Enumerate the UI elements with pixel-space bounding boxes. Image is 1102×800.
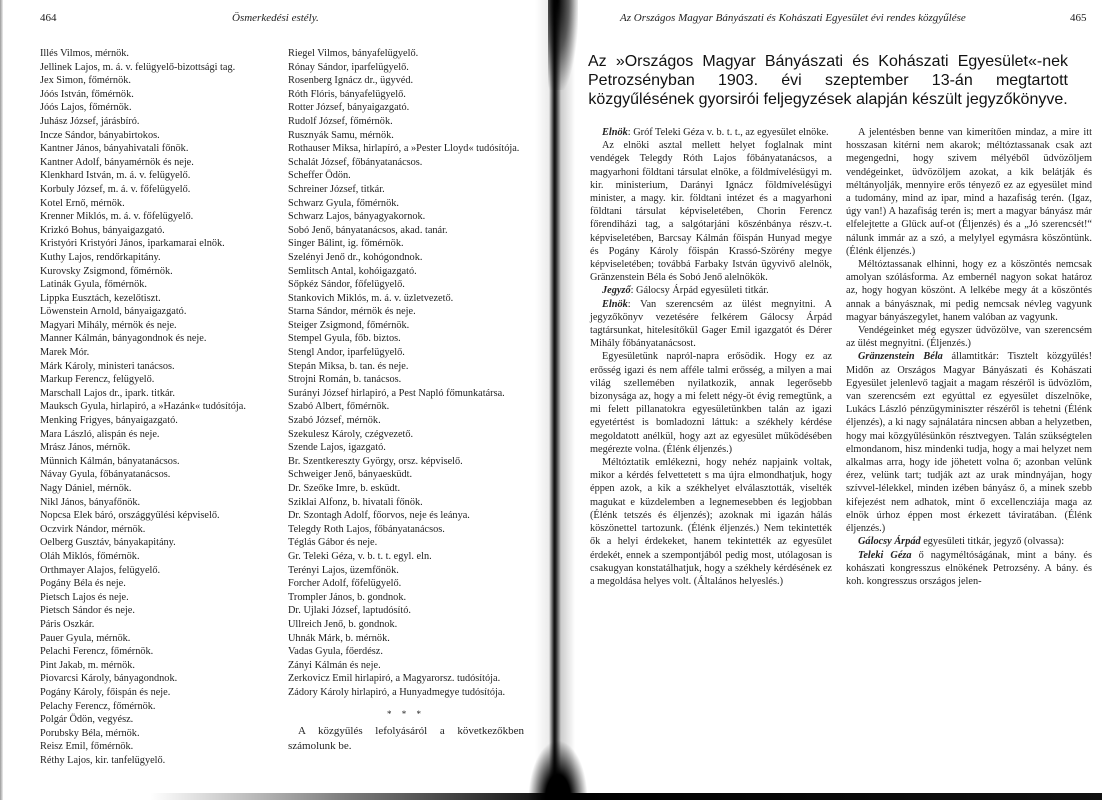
- attendee-entry: Rónay Sándor, iparfelügyelő.: [288, 61, 409, 73]
- attendee-entry: Juhász József, járásbíró.: [40, 115, 140, 127]
- attendee-entry: Magyari Mihály, mérnök és neje.: [40, 319, 177, 331]
- attendee-entry: Schalát József, főbányatanácsos.: [288, 156, 423, 168]
- attendee-entry: Pogány Károly, főispán és neje.: [40, 686, 171, 698]
- attendee-entry: Kuthy Lajos, rendőrkapitány.: [40, 251, 161, 263]
- right-running-head: Az Országos Magyar Bányászati és Kohászati Egyesület évi rendes közgyűlése: [620, 12, 966, 24]
- minutes-paragraph: [846, 258, 1092, 324]
- minutes-paragraph: [590, 456, 832, 588]
- attendee-entry: Szelényi Jenő dr., kohógondnok.: [288, 251, 423, 263]
- attendee-entry: Trompler János, b. gondnok.: [288, 591, 407, 603]
- paragraph-text: Méltóztatik emlékezni, hogy nehéz napjaink voltak, mikor a kérdés felvettetett s ma újra elmondhatjuk, hogy éppen azok, a kik a székhelyet elválasztották, viselték magukat e küzdelemben a legnemesebben és legjobban (Élénk tetszés és éljenzés); azoknak mi igazán hálás köszönettel tartozunk. (Élénk éljenzés.) Nem tekintették ők a helyi érdekeket, hanem tekintették az egyesület érdekét, ennek a szempontjából pedig most, utólagosan is csakugyan konstatálhatjuk, hogy a székhely kérdésének ez a megoldása helyes volt. (Általános helyeslés.): [590, 457, 832, 587]
- attendee-entry: Telegdy Roth Lajos, főbányatanácsos.: [288, 523, 445, 535]
- attendee-entry: Szende Lajos, igazgató.: [288, 442, 386, 454]
- attendee-entry: Kristyóri Kristyóri János, iparkamarai elnök.: [40, 238, 225, 250]
- attendee-entry: Uhnák Márk, b. mérnök.: [288, 632, 390, 644]
- attendee-entry: Kotel Ernő, mérnök.: [40, 197, 125, 209]
- attendee-column-1-wrap: [40, 47, 278, 767]
- book-gutter: [535, 0, 575, 800]
- attendee-entry: Oláh Miklós, főmérnök.: [40, 550, 140, 562]
- attendee-entry: Mauksch Gyula, hirlapiró, a »Hazánk« tudósítója.: [40, 401, 246, 413]
- attendee-entry: Piovarcsi Károly, bányagondnok.: [40, 673, 178, 685]
- attendee-entry: Sziklai Alfonz, b. hivatali főnök.: [288, 496, 423, 508]
- attendee-entry: Schreiner József, titkár.: [288, 183, 385, 195]
- minutes-column-1: [590, 126, 832, 588]
- attendee-entry: Páris Oszkár.: [40, 618, 95, 630]
- minutes-paragraph: [590, 298, 832, 351]
- attendee-entry: Gr. Teleki Géza, v. b. t. t. egyl. eln.: [288, 550, 432, 562]
- attendee-entry: Vadas Gyula, főerdész.: [288, 646, 383, 658]
- attendee-entry: Marschall Lajos dr., ipark. titkár.: [40, 387, 175, 399]
- attendee-entry: Semlitsch Antal, kohóigazgató.: [288, 265, 417, 277]
- paragraph-text: Az elnöki asztal mellett helyet foglalnak mint vendégek Telegdy Róth Lajos főbányatanácsos, a magyarhoni földtani társulat elnöke, a földmívelésügyi m. kir. ministerium, Darányi Ignácz földmívelésügyi minister, a magy. kir. földtani intézet és a magyarhoni földtani társulat képviseletében, Chorin Ferencz főrendiházi tag, a salgótarjáni kőszénbánya részv.-t. képviseletében, Barcsay Kálmán főispán Hunyad megye és Pogány Károly főispán Krassó-Szörény megye képviseletében; továbbá Farbaky István ügyvivő alelnök, Gränzenstein Béla és Sobó Jenő alelnökök.: [590, 140, 832, 284]
- attendee-entry: Menking Frigyes, bányaigazgató.: [40, 415, 178, 427]
- attendee-entry: Latinák Gyula, főmérnök.: [40, 279, 147, 291]
- attendee-entry: Mrász János, mérnök.: [40, 442, 131, 454]
- page-edge: [0, 0, 3, 800]
- left-running-head: Ösmerkedési estély.: [232, 12, 319, 24]
- right-page-number: 465: [1070, 12, 1087, 24]
- attendee-entry: Mara László, alispán és neje.: [40, 428, 160, 440]
- attendee-entry: Téglás Gábor és neje.: [288, 537, 378, 549]
- attendee-entry: Krenner Miklós, m. á. v. főfelügyelő.: [40, 211, 194, 223]
- attendee-entry: Schwarz Lajos, bányagyakornok.: [288, 211, 426, 223]
- minutes-paragraph: [846, 549, 1092, 589]
- attendee-entry: Rusznyák Samu, mérnök.: [288, 129, 394, 141]
- page-bottom-edge: [150, 793, 1102, 800]
- paragraph-text: egyesületi titkár, jegyző (olvassa):: [920, 536, 1065, 548]
- paragraph-text: államtitkár: Tisztelt közgyűlés! Midőn az Országos Magyar Bányászati és Kohászati Egyesület jelenlevő tagjait a magam részéről is üdvözlöm, van szerencsém ezt egyúttal ez egyesület díszelnöke, Lukács László pénzügyminiszter részéről is tehetni (Élénk éljenzés), a ki nagy sajnálatára nincsen abban a helyzetben, hogy mai közgyűlésünkön résztvegyen. Talán szükségtelen elmondanom, hisz mindenki tudja, hogy a mai helyzet nem alkalmas arra, hogy ide jöhetett volna ő; azonban velünk érez, velünk tart; tudják azt az urak mindnyájan, hogy szívvel-lélekkel, minden izében bányász ő, a minek szebb kifejezést nem adhatok, mint ő excellencziája maga az elnök úrhoz éppen most érkezett táviratában. (Élénk éljenzés.): [846, 351, 1092, 535]
- attendee-entry: Br. Szentkereszty György, orsz. képviselő.: [288, 455, 463, 467]
- left-page-number: 464: [40, 12, 57, 24]
- attendee-entry: Forcher Adolf, főfelügyelő.: [288, 578, 402, 590]
- attendee-entry: Návay Gyula, főbányatanácsos.: [40, 469, 171, 481]
- attendee-column-2-wrap: [288, 47, 524, 754]
- attendee-entry: Rudolf József, főmérnök.: [288, 115, 393, 127]
- paragraph-text: : Gróf Teleki Géza v. b. t. t., az egyesület elnöke.: [627, 127, 829, 138]
- attendee-entry: Dr. Szeőke Imre, b. esküdt.: [288, 483, 401, 494]
- attendee-entry: Strojni Román, b. tanácsos.: [288, 374, 402, 386]
- attendee-entry: Steiger Zsigmond, főmérnök.: [288, 319, 410, 331]
- minutes-paragraph: [590, 284, 832, 297]
- page-title: Az »Országos Magyar Bányászati és Kohászati Egyesület«-nek Petrozsényban 1903. évi szeptember 13-án megtartott közgyűlésének gyorsirói feljegyzések alapján készült jegyzőkönyve.: [588, 53, 1068, 108]
- attendee-entry: Terényi Lajos, üzemfőnök.: [288, 564, 399, 576]
- attendee-entry: Márk Károly, ministeri tanácsos.: [40, 360, 175, 372]
- paragraph-text: : Van szerencsém az ülést megnyitni. A jegyzőkönyv vezetésére felkérem Gálocsy Árpád tagtársunkat, hitelesítőkül Gager Emil igazgatót és Dérer Mihály főbányatanácsost.: [590, 298, 832, 350]
- gutter-shadow-bottom: [528, 740, 588, 800]
- minutes-paragraph: [846, 324, 1092, 350]
- attendee-entry: Scheffer Ödön.: [288, 170, 351, 182]
- attendee-entry: Pietsch Lajos és neje.: [40, 591, 129, 603]
- attendee-entry: Dr. Ujlaki József, laptudósító.: [288, 605, 411, 617]
- attendee-entry: Rotter József, bányaigazgató.: [288, 102, 410, 114]
- attendee-entry: Stankovich Miklós, m. á. v. üzletvezető.: [288, 292, 454, 304]
- attendee-entry: Pietsch Sándor és neje.: [40, 605, 135, 617]
- attendee-list-column-2: [288, 47, 524, 700]
- attendee-entry: Löwenstein Arnold, bányaigazgató.: [40, 306, 187, 318]
- speaker-name: Teleki Géza: [858, 549, 912, 561]
- attendee-entry: Stepán Miksa, b. tan. és neje.: [288, 360, 409, 372]
- attendee-entry: Jex Simon, főmérnök.: [40, 75, 131, 87]
- attendee-entry: Marek Mór.: [40, 347, 90, 359]
- attendee-entry: Lippka Eusztách, kezelőtiszt.: [40, 292, 161, 304]
- attendee-entry: Klenkhard István, m. á. v. felügyelő.: [40, 170, 191, 182]
- attendee-entry: Reisz Emil, főmérnök.: [40, 741, 134, 753]
- paragraph-text: : Gálocsy Árpád egyesületi titkár.: [630, 285, 769, 297]
- attendee-entry: Polgár Ödön, vegyész.: [40, 714, 134, 726]
- attendee-entry: Kantner János, bányahivatali főnök.: [40, 143, 189, 155]
- attendee-entry: Kurovsky Zsigmond, főmérnök.: [40, 265, 173, 277]
- minutes-paragraph: [590, 350, 832, 456]
- minutes-paragraph: [846, 535, 1092, 548]
- attendee-entry: Porubsky Béla, mérnök.: [40, 727, 140, 739]
- attendee-entry: Szabó József, mérnök.: [288, 415, 381, 427]
- attendee-entry: Orthmayer Alajos, felügyelő.: [40, 564, 161, 576]
- minutes-paragraph: [846, 126, 1092, 258]
- attendee-entry: Starna Sándor, mérnök és neje.: [288, 306, 416, 318]
- speaker-name: Gálocsy Árpád: [858, 536, 921, 548]
- section-separator: * * *: [387, 708, 425, 719]
- speaker-name: Elnök: [602, 127, 628, 138]
- attendee-entry: Stempel Gyula, főb. biztos.: [288, 333, 401, 345]
- attendee-entry: Rothauser Miksa, hirlapíró, a »Pester Lloyd« tudósítója.: [288, 143, 520, 155]
- attendee-entry: Illés Vilmos, mérnök.: [40, 48, 129, 59]
- attendee-entry: Oelberg Gusztáv, bányakapitány.: [40, 537, 176, 549]
- attendee-entry: Singer Bálint, ig. főmérnök.: [288, 238, 404, 250]
- attendee-entry: Münnich Kálmán, bányatanácsos.: [40, 455, 180, 467]
- minutes-paragraph: [846, 350, 1092, 535]
- attendee-entry: Schweiger Jenő, bányaesküdt.: [288, 469, 413, 481]
- attendee-entry: Sobó Jenő, bányatanácsos, akad. tanár.: [288, 224, 448, 236]
- attendee-entry: Jellinek Lajos, m. á. v. felügyelő-bizottsági tag.: [40, 61, 236, 73]
- attendee-entry: Zányi Kálmán és neje.: [288, 659, 381, 671]
- attendee-entry: Zerkovicz Emil hirlapiró, a Magyarorsz. tudósítója.: [288, 673, 501, 685]
- minutes-paragraph: [590, 139, 832, 284]
- attendee-entry: Sőpkéz Sándor, főfelügyelő.: [288, 279, 405, 291]
- attendee-entry: Jóós István, főmérnök.: [40, 88, 134, 100]
- attendee-entry: Ullreich Jenő, b. gondnok.: [288, 618, 398, 630]
- attendee-entry: Oczvirk Nándor, mérnök.: [40, 523, 146, 535]
- attendee-entry: Réthy Lajos, kir. tanfelügyelő.: [40, 754, 166, 766]
- attendee-entry: Schwarz Gyula, főmérnök.: [288, 197, 399, 209]
- closing-text: A közgyűlés lefolyásáról a következőkben számolunk be.: [288, 724, 524, 752]
- attendee-entry: Surányi József hirlapiró, a Pest Napló főmunkatársa.: [288, 387, 505, 399]
- attendee-entry: Róth Flóris, bányafelügyelő.: [288, 88, 406, 100]
- attendee-entry: Nopcsa Elek báró, országgyűlési képviselő.: [40, 510, 220, 522]
- attendee-entry: Riegel Vilmos, bányafelügyelő.: [288, 48, 419, 59]
- attendee-entry: Pelachi Ferencz, főmérnök.: [40, 646, 154, 658]
- speaker-name: Jegyző: [602, 285, 631, 297]
- attendee-entry: Incze Sándor, bányabirtokos.: [40, 129, 160, 141]
- attendee-entry: Szekulesz Károly, czégvezető.: [288, 428, 414, 440]
- attendee-entry: Pauer Gyula, mérnök.: [40, 632, 131, 644]
- attendee-entry: Jóós Lajos, főmérnök.: [40, 102, 132, 114]
- attendee-entry: Szabó Albert, főmérnök.: [288, 401, 390, 413]
- minutes-column-2: [846, 126, 1092, 588]
- attendee-entry: Pelachy Ferencz, főmérnök.: [40, 700, 156, 712]
- attendee-entry: Stengl Andor, iparfelügyelő.: [288, 347, 405, 359]
- attendee-entry: Markup Ferencz, felügyelő.: [40, 374, 155, 386]
- paragraph-text: Méltóztassanak elhinni, hogy ez a köszöntés nemcsak amolyan szólásforma. Az embernél nagyon sokat határoz az, hogy hogyan köszönt. A lelkébe megy át a köszöntés annak a bányásznak, mi pedig nemcsak névleg vagyunk magyar bányászegylet, hanem valóban az vagyunk.: [846, 259, 1092, 323]
- paragraph-text: A jelentésben benne van kimerítően mindaz, a mire itt hosszasan kitérni nem akarok; méltóztassanak csak azt megengedni, hogy szivem mélyéből üdvözöljem vendégeinket, üdvözöljem azokat, a kik belátják és méltányolják, mennyire erős tényező ez az egyesület mind a tudomány, mind az ipar, mind a hazafiság terén. (Igaz, úgy van!) A hazafiság terén is; mert a magyar bányász már elfelejtette a Glück auf-ot (Éljenzés) és a „Jó szerencsét!“ nálunk immár az a szó, a melylyel egymásra köszöntünk. (Élénk éljenzés.): [846, 127, 1092, 257]
- attendee-entry: Krizkó Bohus, bányaigazgató.: [40, 224, 165, 236]
- attendee-entry: Nikl János, bányafőnök.: [40, 496, 141, 508]
- attendee-entry: Korbuly József, m. á. v. főfelügyelő.: [40, 183, 191, 195]
- paragraph-text: Vendégeinket még egyszer üdvözölve, van szerencsém az ülést megnyitni. (Éljenzés.): [846, 325, 1092, 350]
- minutes-paragraph: [590, 126, 832, 139]
- attendee-entry: Rosenberg Ignácz dr., ügyvéd.: [288, 75, 414, 87]
- attendee-entry: Pint Jakab, m. mérnök.: [40, 659, 135, 671]
- speaker-name: Elnök: [602, 298, 628, 310]
- attendee-entry: Kantner Adolf, bányamérnök és neje.: [40, 156, 194, 168]
- attendee-entry: Zádory Károly hirlapiró, a Hunyadmegye tudósítója.: [288, 686, 506, 698]
- attendee-entry: Dr. Szontagh Adolf, főorvos, neje és leánya.: [288, 510, 470, 522]
- attendee-entry: Pogány Béla és neje.: [40, 578, 126, 590]
- paragraph-text: ő nagyméltóságának, mint a bány. és kohászati kongresszus elnökének Petrozsény. A bány. és koh. kongresszus országos jelen-: [846, 549, 1092, 587]
- gutter-shadow-top: [548, 0, 578, 90]
- paragraph-text: Egyesületünk napról-napra erősödik. Hogy ez az erősség igazi és nem afféle talmi erősség, a milyen a mai világ szellemében nyilatkozik, annak legerősebb bizonysága az, hogy a mi felett négy-öt évig remegtünk, a mi felett pillanatokra egyesületünkben talán az igazi egyetértést is bomladozni láttuk: a székhely kérdése megoldatott anélkül, hogy azt az egyesület működésében megérezte volna. (Élénk éljenzés.): [590, 351, 832, 455]
- attendee-list-column-1: [40, 47, 278, 767]
- attendee-entry: Nagy Dániel, mérnök.: [40, 483, 132, 494]
- attendee-entry: Manner Kálmán, bányagondnok és neje.: [40, 333, 207, 345]
- speaker-name: Gränzenstein Béla: [858, 351, 943, 363]
